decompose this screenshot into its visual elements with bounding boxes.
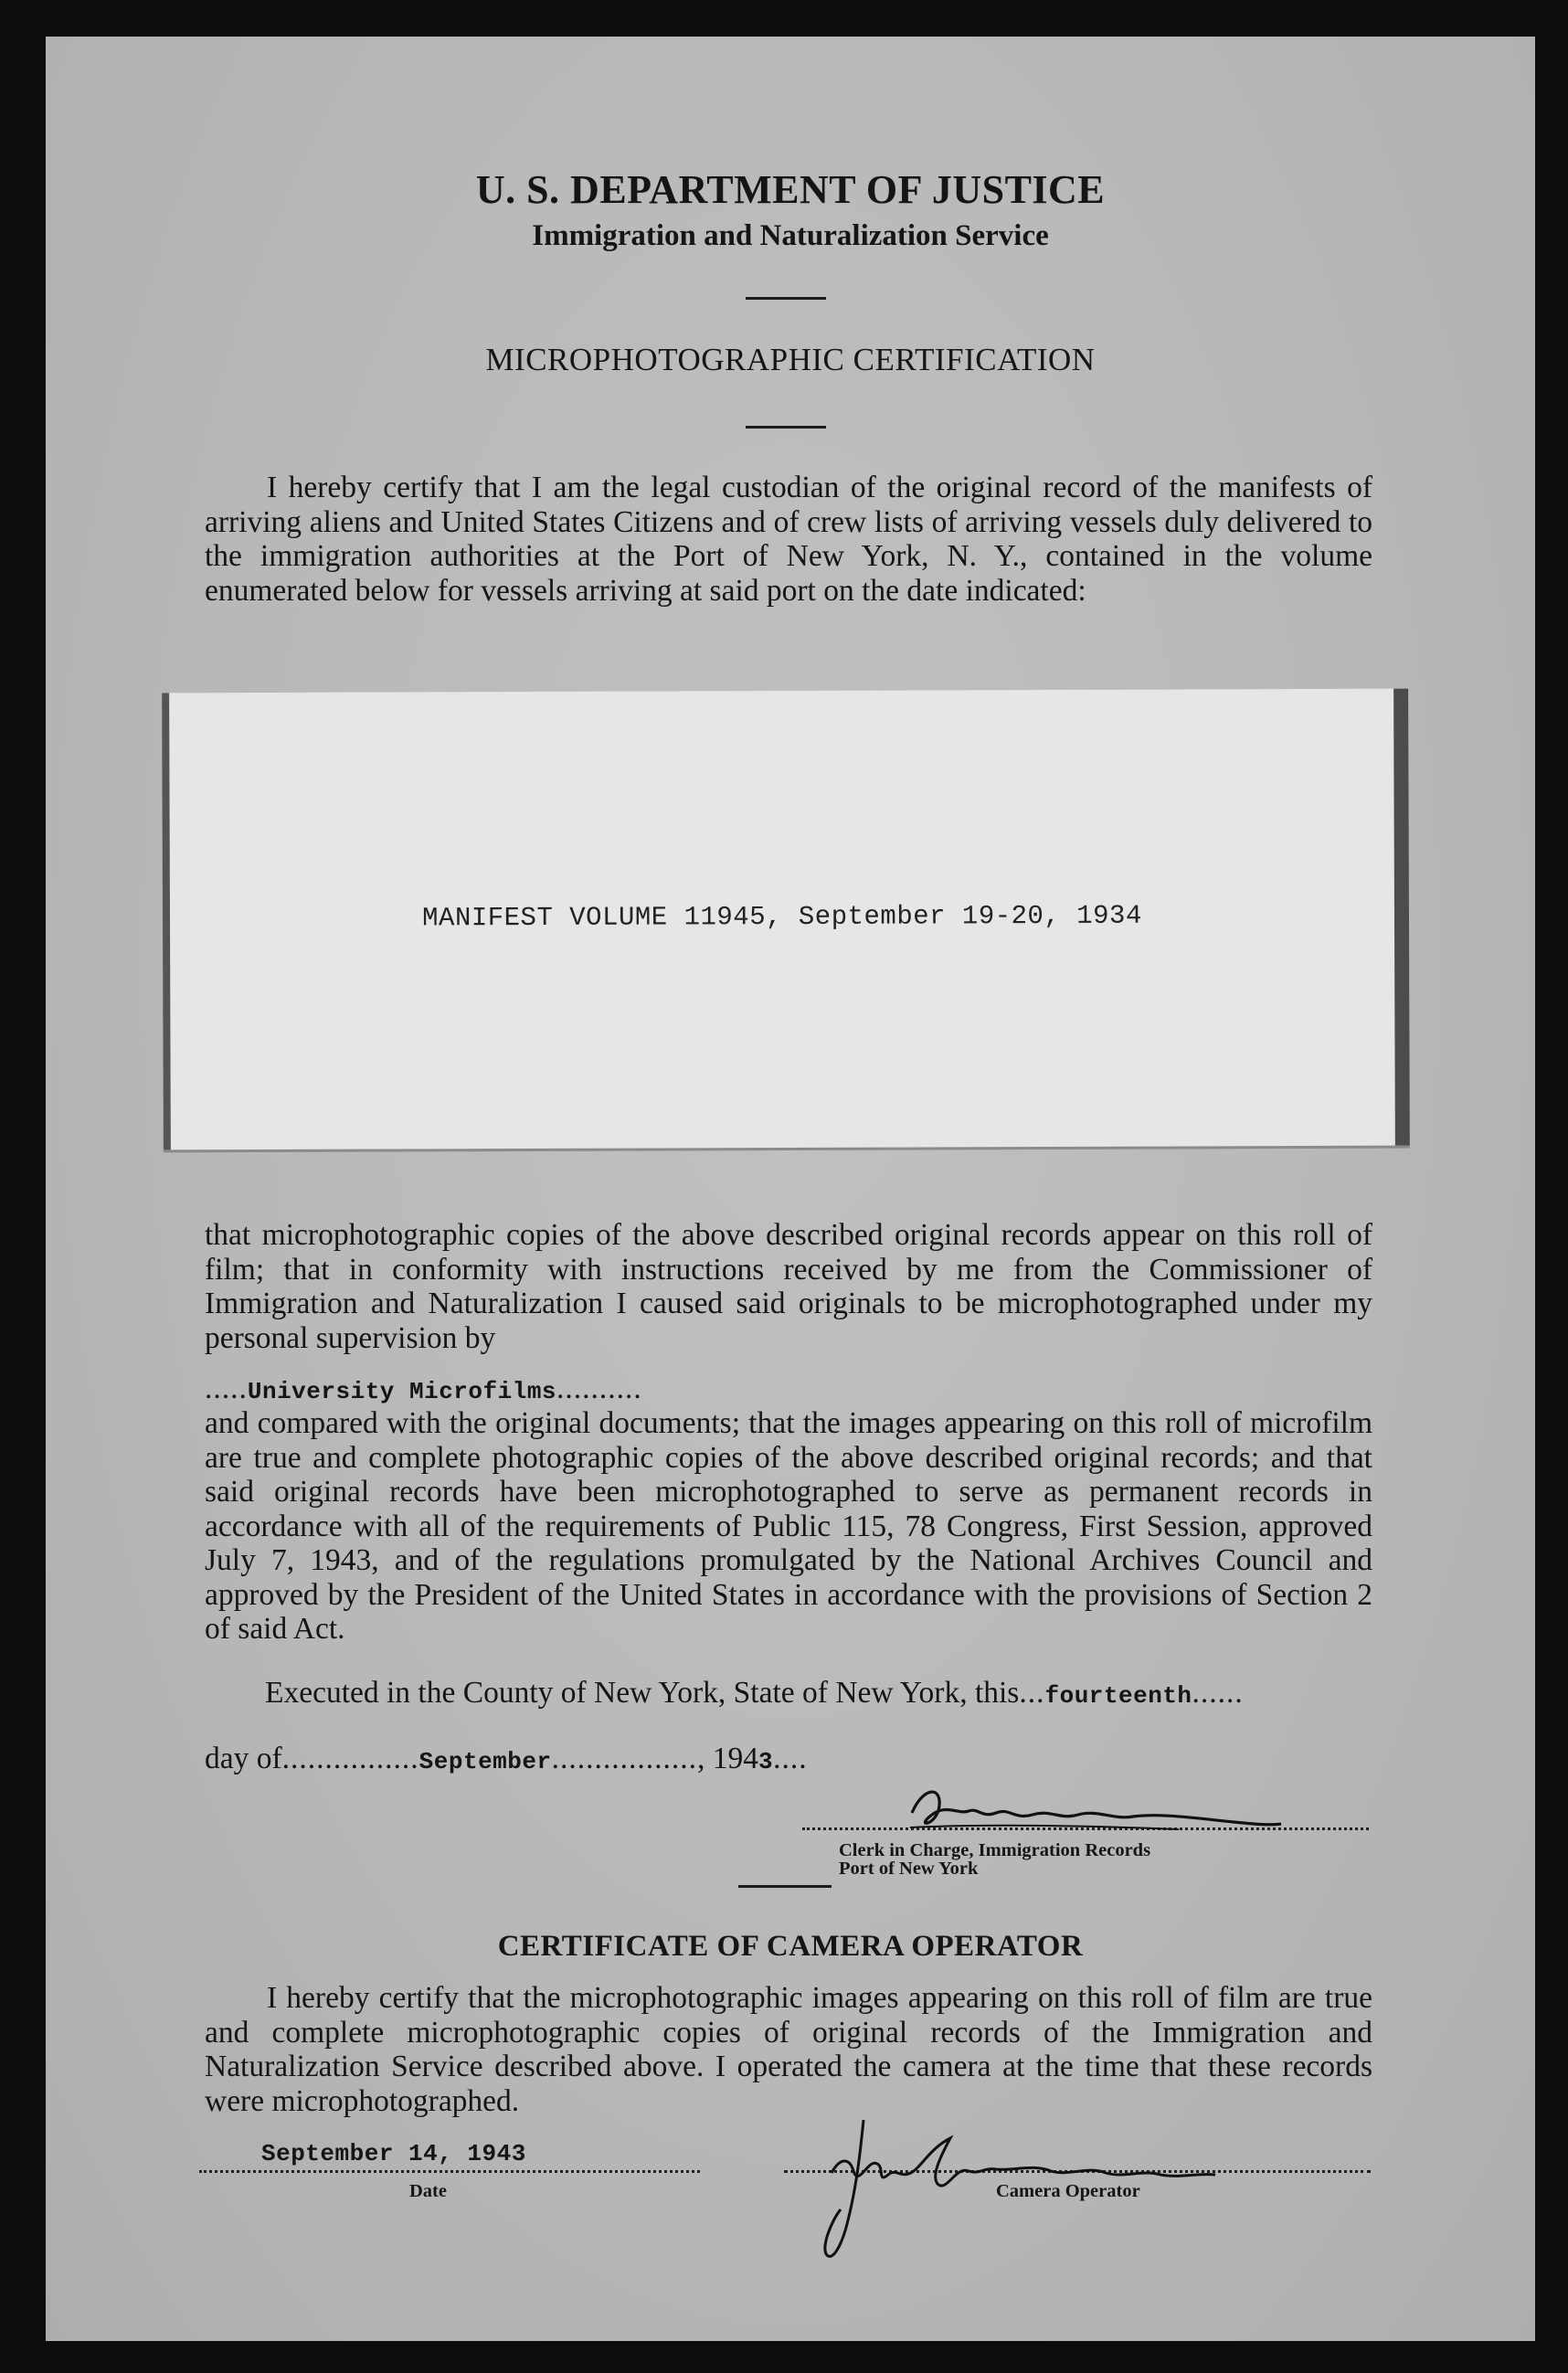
camera-operator-paragraph-text: I hereby certify that the microphotographic images appearing on this roll of film are true and complete microphotographic copies of original records of the Immigration and Naturalization Service described above. I operated the camera at the time that these records were microphotographed. bbox=[205, 1981, 1372, 2118]
certification-paragraph-2b bbox=[205, 1406, 1372, 1647]
leader-dots: ...... bbox=[1192, 1676, 1244, 1710]
document-page bbox=[46, 37, 1535, 2341]
camera-operator-paragraph bbox=[205, 1981, 1372, 2118]
divider-rule bbox=[738, 1885, 832, 1888]
day-of-label: day of bbox=[205, 1742, 282, 1775]
leader-dots: ................. bbox=[551, 1742, 697, 1775]
certification-paragraph-1 bbox=[205, 471, 1372, 608]
clerk-port: Port of New York bbox=[839, 1859, 979, 1879]
leader-dots: .......... bbox=[556, 1372, 642, 1405]
year-prefix: , 194 bbox=[696, 1742, 758, 1775]
clerk-signature bbox=[905, 1778, 1288, 1842]
certification-paragraph-2b-text: and compared with the original documents; that the images appearing on this roll of microfilm are true and complete photographic copies of the above described original records; and that said original records have been microphotographed to serve as permanent records in accordance with all of the requirements of Public 115, 78 Congress, First Session, approved July 7, 1943, and of the regulations promulgated by the National Archives Council and approved by the President of the United States in accordance with the provisions of Section 2 of said Act. bbox=[205, 1406, 1372, 1646]
camera-operator-heading: CERTIFICATE OF CAMERA OPERATOR bbox=[497, 1930, 1084, 1963]
certification-paragraph-1-text: I hereby certify that I am the legal custodian of the original record of the manifests of arriving aliens and United States Citizens and of crew lists of arriving vessels duly delivered to the immigration authorities at the Port of New York, N. Y., contained in the volume enumerated below for vessels arriving at said port on the date indicated: bbox=[205, 471, 1372, 608]
certification-paragraph-2a: that microphotographic copies of the above described original records appear on this roll of film; that in conformity with instructions received by me from the Commissioner of Immigration and Naturalization I caused said originals to be microphotographed under my personal supervision by bbox=[205, 1218, 1372, 1355]
service-subtitle: Immigration and Naturalization Service bbox=[532, 219, 1049, 252]
supervised-by-line bbox=[205, 1372, 642, 1406]
day-of-line bbox=[205, 1742, 808, 1776]
date-caption: Date bbox=[409, 2181, 447, 2201]
operator-date-value: September 14, 1943 bbox=[261, 2140, 526, 2167]
photographer-name: University Microfilms bbox=[247, 1378, 557, 1405]
divider-rule bbox=[746, 426, 826, 429]
certification-paragraph-2 bbox=[205, 1218, 1372, 1355]
volume-label-card bbox=[162, 689, 1410, 1150]
divider-rule bbox=[746, 297, 826, 300]
leader-dots: ................ bbox=[281, 1742, 419, 1775]
certification-heading: MICROPHOTOGRAPHIC CERTIFICATION bbox=[485, 342, 1096, 377]
executed-line bbox=[265, 1676, 1244, 1711]
department-title: U. S. DEPARTMENT OF JUSTICE bbox=[475, 167, 1106, 212]
executed-text: Executed in the County of New York, State of New York, this bbox=[265, 1676, 1020, 1710]
camera-operator-caption: Camera Operator bbox=[996, 2181, 1140, 2201]
year-digit: 3 bbox=[758, 1748, 774, 1775]
leader-dots: .... bbox=[773, 1742, 808, 1775]
leader-dots: ..... bbox=[205, 1372, 248, 1405]
clerk-title: Clerk in Charge, Immigration Records bbox=[839, 1840, 1151, 1860]
month-value: September bbox=[418, 1748, 552, 1775]
manifest-volume-label: MANIFEST VOLUME 11945, September 19-20, 1934 bbox=[422, 900, 1142, 934]
executed-day: fourteenth bbox=[1044, 1682, 1192, 1710]
leader-dots: ... bbox=[1019, 1676, 1045, 1710]
date-line bbox=[199, 2170, 700, 2173]
